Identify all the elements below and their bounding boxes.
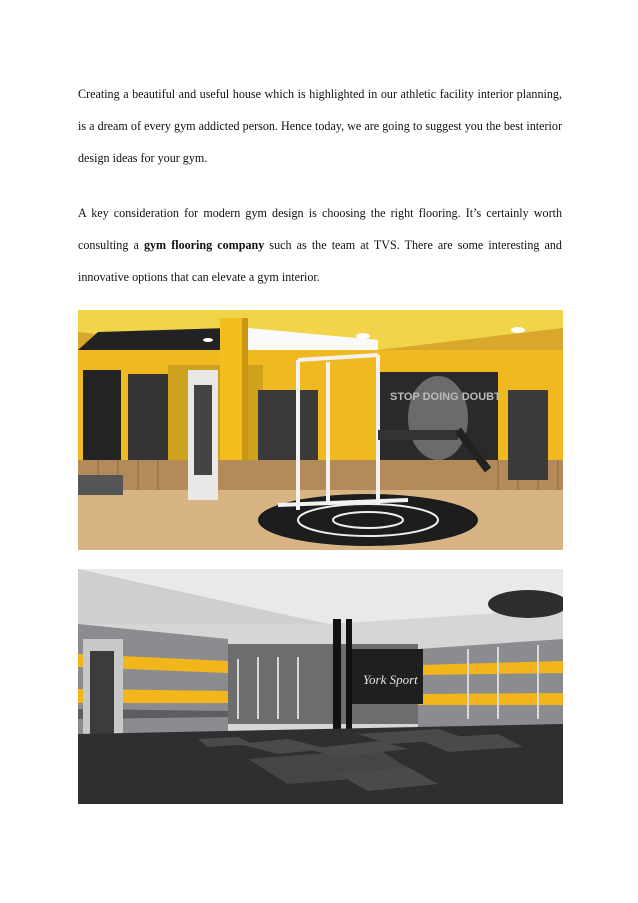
flooring-text-before: A key consideration for modern gym design is choosing the right flooring. It’s certainly worth consulting a (78, 206, 562, 253)
gym-interior-photo-striped (78, 569, 563, 804)
poster-text-1: STOP DOING DOUBT (390, 391, 501, 403)
gym-render-1 (78, 310, 563, 550)
intro-text: Creating a beautiful and useful house which is highlighted in our athletic facility interior planning, is a dream of every gym addicted person. Hence today, we are going to suggest you the best interior design ideas for your gym. (78, 87, 562, 166)
gym-render-2 (78, 569, 563, 804)
intro-paragraph (78, 78, 562, 174)
gym-interior-photo-yellow (78, 310, 563, 550)
flooring-text-after: such as the team at TVS. There are some interesting and innovative options that can elevate a gym interior. (78, 238, 562, 285)
gym-flooring-company-link: gym flooring company (143, 238, 265, 253)
poster-text-2: York Sport (363, 672, 418, 687)
flooring-paragraph (78, 197, 562, 293)
